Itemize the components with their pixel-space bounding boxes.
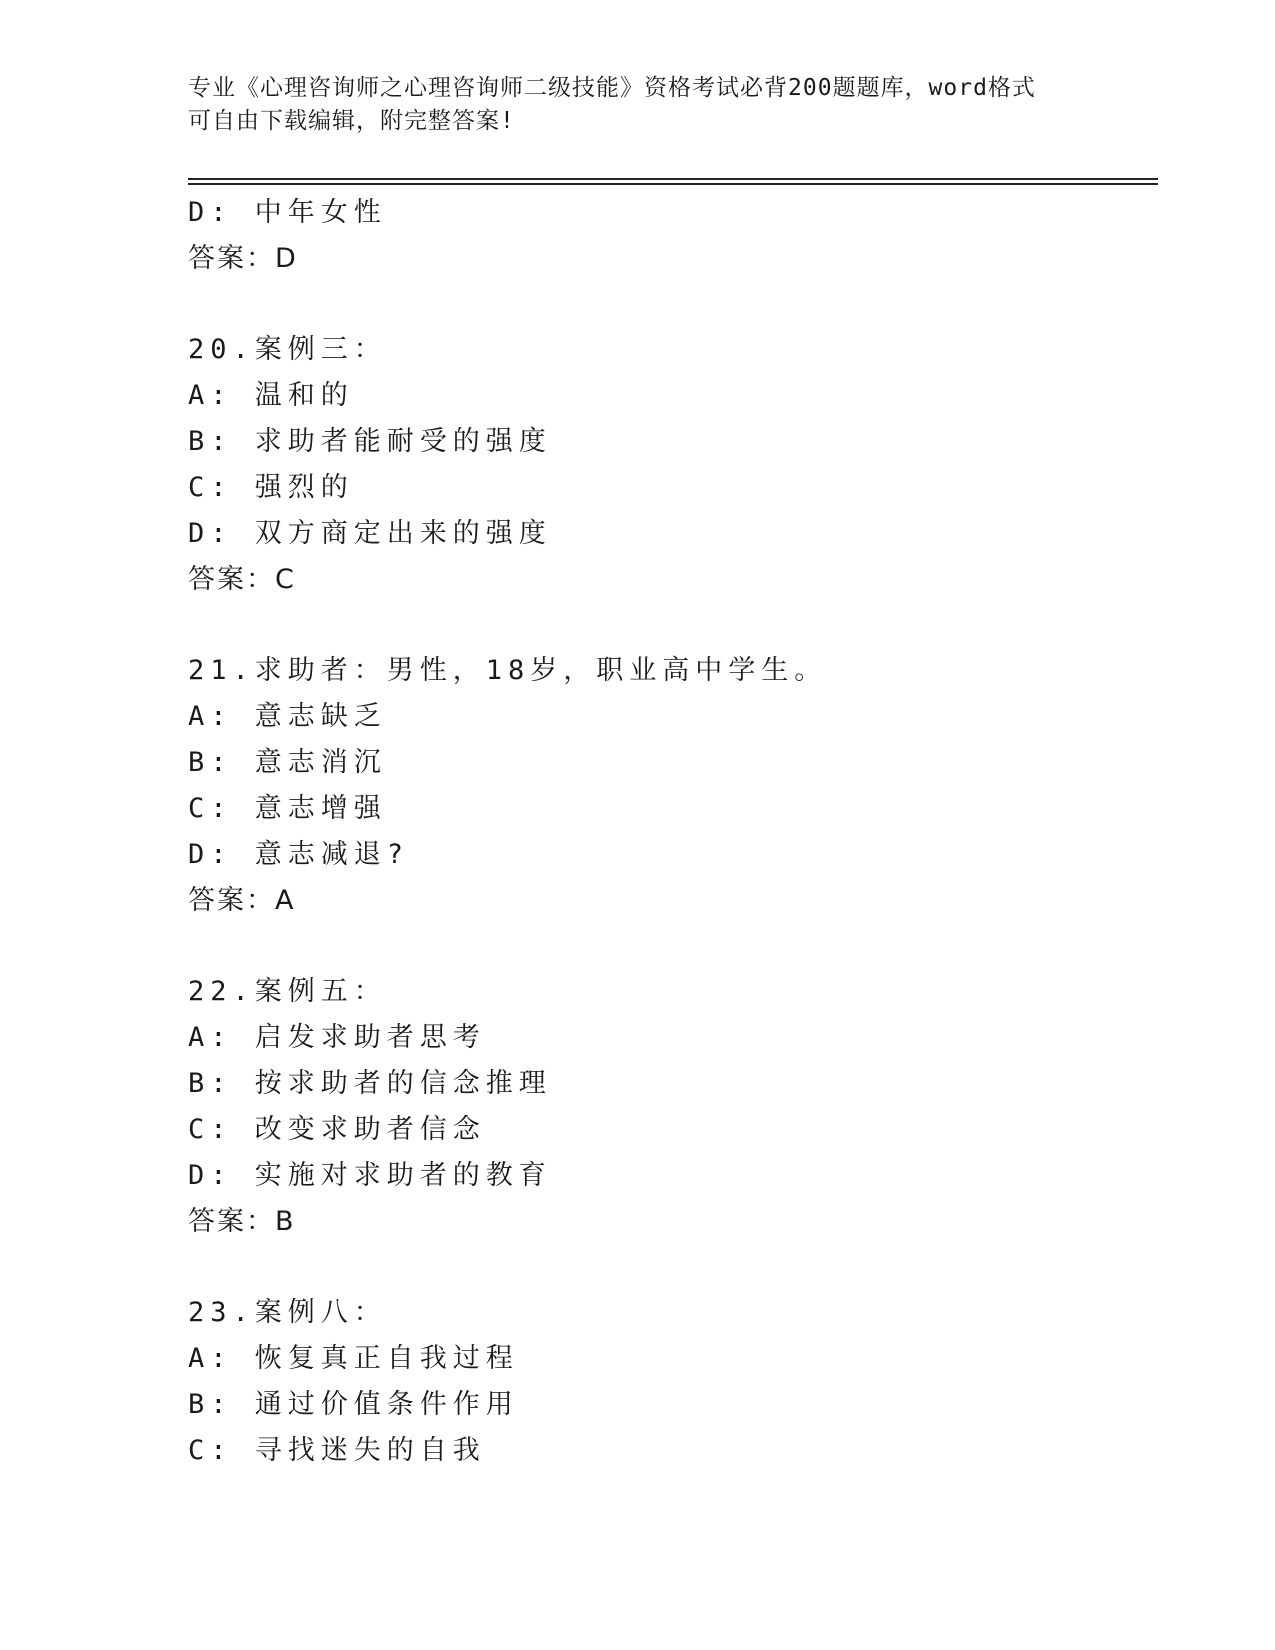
header-divider-top [188,178,1158,180]
question-title: 23.案例八： [188,1297,387,1328]
option-d: D: 意志减退? [188,839,410,870]
option-a: A: 意志缺乏 [188,701,387,732]
spacer [188,282,1168,327]
option-a: A: 恢复真正自我过程 [188,1343,519,1374]
option-a: A: 启发求助者思考 [188,1022,486,1053]
question-title: 20.案例三： [188,334,387,365]
answer: 答案：D [188,243,298,274]
option-d: D: 中年女性 [188,197,387,228]
question-23 [188,1290,1168,1474]
option-a: A: 温和的 [188,380,354,411]
header-line-2: 可自由下载编辑，附完整答案! [188,108,515,134]
question-20 [188,327,1168,603]
option-b: B: 通过价值条件作用 [188,1389,519,1420]
option-b: B: 意志消沉 [188,747,387,778]
option-b: B: 按求助者的信念推理 [188,1068,552,1099]
header-line-1: 专业《心理咨询师之心理咨询师二级技能》资格考试必背200题题库，word格式 [188,75,1036,101]
spacer [188,1245,1168,1290]
answer: 答案：A [188,885,296,916]
question-title: 22.案例五： [188,976,387,1007]
answer: 答案：C [188,564,296,595]
option-d: D: 实施对求助者的教育 [188,1160,552,1191]
option-b: B: 求助者能耐受的强度 [188,426,552,457]
question-21 [188,648,1168,924]
page-header [188,72,1088,138]
spacer [188,603,1168,648]
spacer [188,924,1168,969]
question-22 [188,969,1168,1245]
option-d: D: 双方商定出来的强度 [188,518,552,549]
option-c: C: 寻找迷失的自我 [188,1435,486,1466]
option-c: C: 改变求助者信念 [188,1114,486,1145]
answer: 答案：B [188,1206,296,1237]
option-c: C: 强烈的 [188,472,354,503]
option-c: C: 意志增强 [188,793,387,824]
document-body [188,190,1168,1474]
question-title: 21.求助者：男性，18岁，职业高中学生。 [188,655,828,686]
header-divider-bottom [188,183,1158,185]
